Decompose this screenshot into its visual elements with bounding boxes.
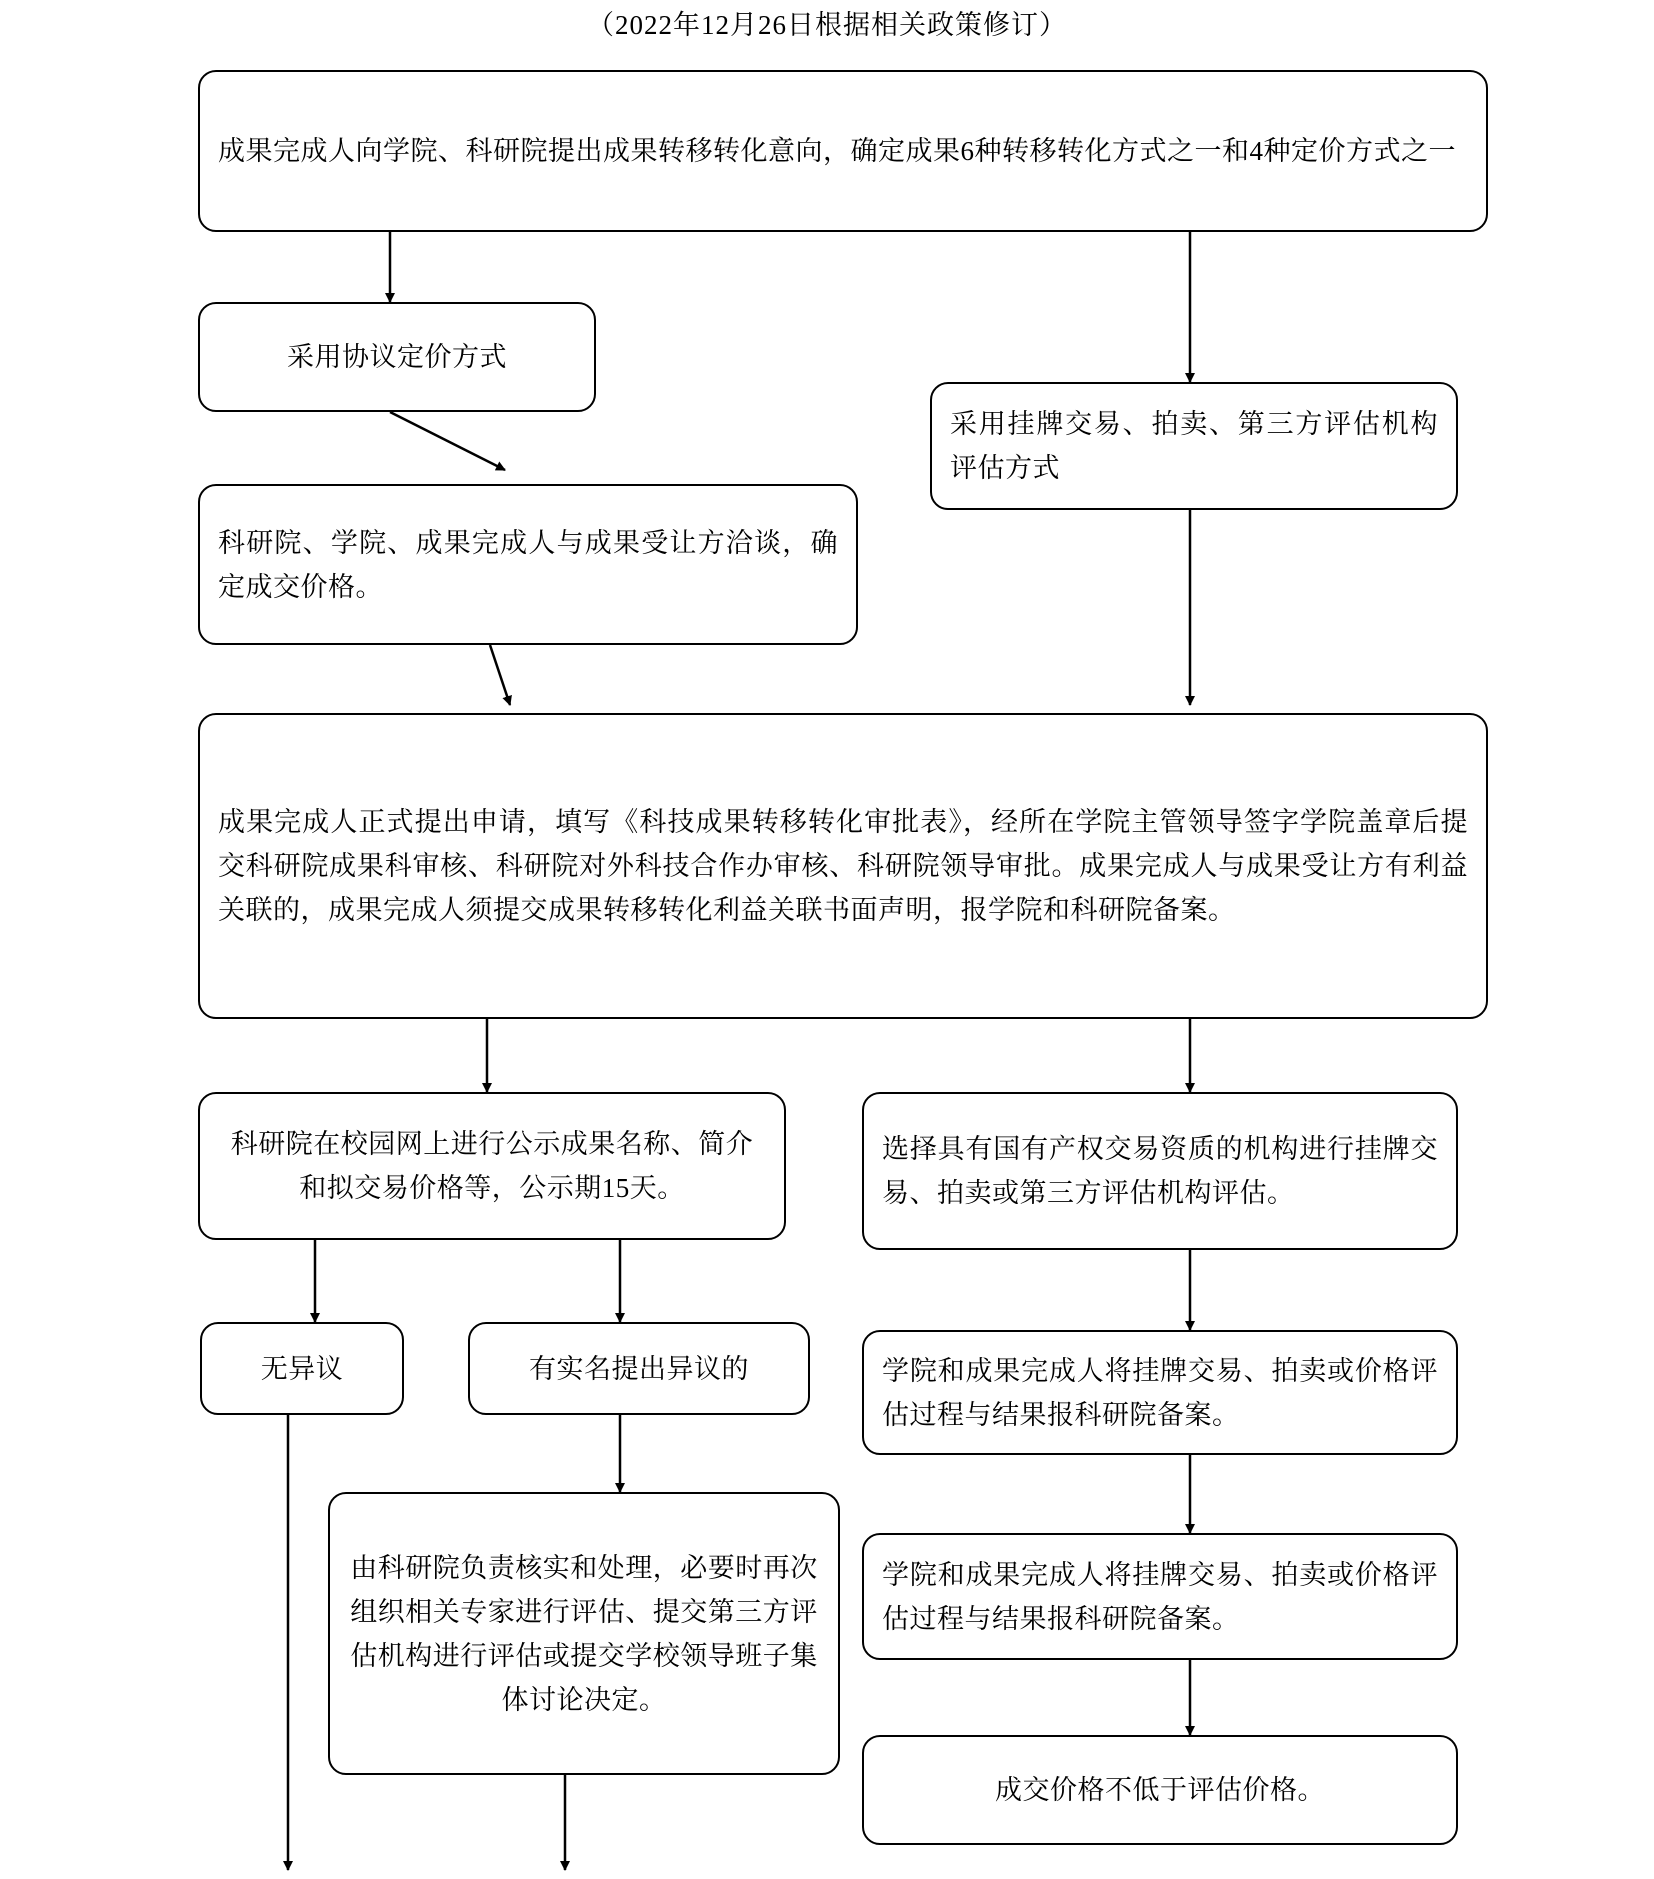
- node-label: 采用协议定价方式: [287, 342, 507, 372]
- node-label: 无异议: [260, 1353, 344, 1384]
- node-record-filing-2[interactable]: [862, 1533, 1458, 1660]
- node-record-filing-1[interactable]: [862, 1330, 1458, 1455]
- revision-subtitle: （2022年12月26日根据相关政策修订）: [587, 10, 1067, 40]
- node-objection-raised[interactable]: [468, 1322, 810, 1415]
- node-label: 学院和成果完成人将挂牌交易、拍卖或价格评估过程与结果报科研院备案。: [882, 1355, 1438, 1430]
- node-label: 由科研院负责核实和处理，必要时再次组织相关专家进行评估、提交第三方评估机构进行评估或提交学校领导班子集体讨论决定。: [350, 1552, 818, 1715]
- node-label: 选择具有国有产权交易资质的机构进行挂牌交易、拍卖或第三方评估机构评估。: [882, 1134, 1438, 1208]
- node-label: 科研院、学院、成果完成人与成果受让方洽谈，确定成交价格。: [218, 527, 838, 602]
- node-verification-handling[interactable]: [328, 1492, 840, 1775]
- node-price-negotiation[interactable]: [198, 484, 858, 645]
- node-label: 科研院在校园网上进行公示成果名称、简介和拟交易价格等，公示期15天。: [230, 1129, 754, 1203]
- node-listing-auction-appraisal[interactable]: [930, 382, 1458, 510]
- edge-n4-n5: [490, 645, 510, 705]
- node-qualified-institution[interactable]: [862, 1092, 1458, 1250]
- node-price-floor[interactable]: [862, 1735, 1458, 1845]
- edge-n2-n4: [390, 412, 505, 470]
- node-label: 采用挂牌交易、拍卖、第三方评估机构评估方式: [950, 409, 1438, 483]
- node-no-objection[interactable]: [200, 1322, 404, 1415]
- node-formal-application[interactable]: [198, 713, 1488, 1019]
- node-intent-declaration[interactable]: [198, 70, 1488, 232]
- node-label: 成交价格不低于评估价格。: [995, 1775, 1325, 1805]
- node-negotiated-pricing[interactable]: [198, 302, 596, 412]
- node-label: 成果完成人向学院、科研院提出成果转移转化意向，确定成果6种转移转化方式之一和4种定价方式之一: [218, 136, 1456, 166]
- node-label: 成果完成人正式提出申请，填写《科技成果转移转化审批表》，经所在学院主管领导签字学院盖章后提交科研院成果科审核、科研院对外科技合作办审核、科研院领导审批。成果完成人与成果受让方有利益关联的，成果完成人须提交成果转移转化利益关联书面声明，报学院和科研院备案。: [218, 807, 1468, 925]
- node-label: 有实名提出异议的: [529, 1353, 749, 1384]
- node-label: 学院和成果完成人将挂牌交易、拍卖或价格评估过程与结果报科研院备案。: [882, 1559, 1438, 1634]
- node-public-notice[interactable]: [198, 1092, 786, 1240]
